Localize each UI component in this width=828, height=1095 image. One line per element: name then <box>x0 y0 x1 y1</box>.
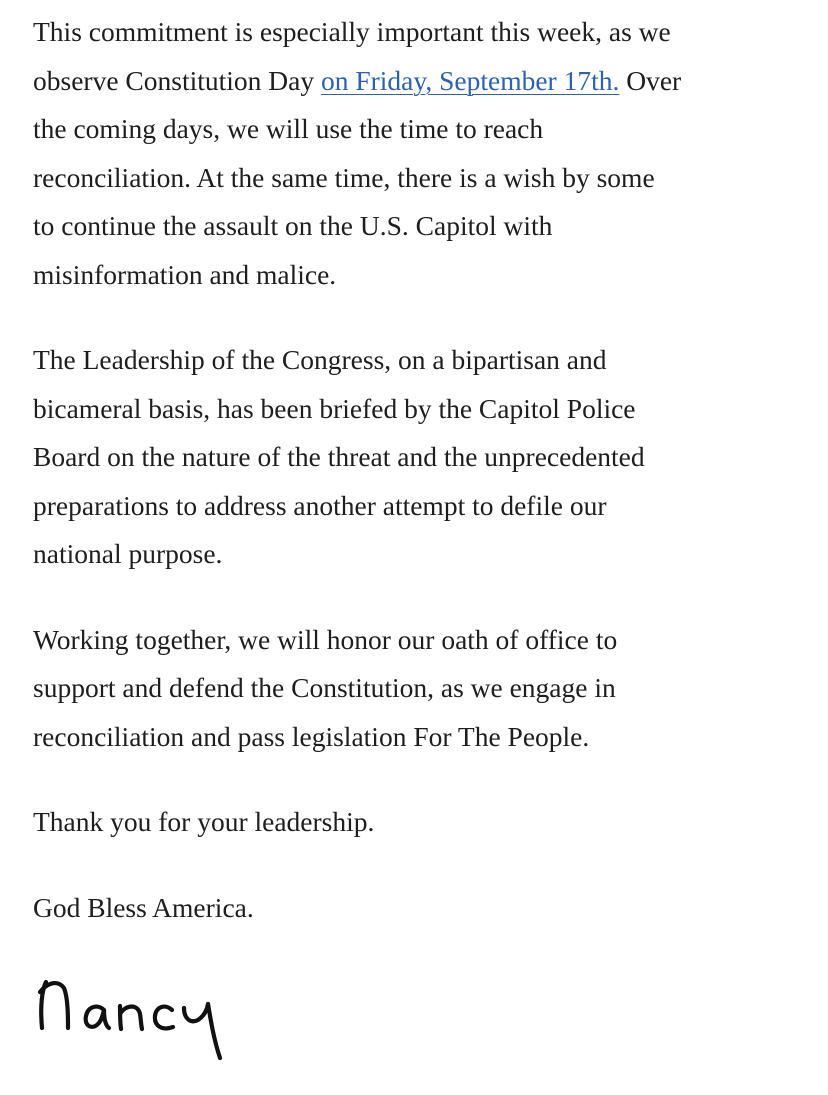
paragraph-closing: God Bless America. <box>33 891 254 923</box>
signature-image <box>30 968 250 1068</box>
paragraph-thank-you: Thank you for your leadership. <box>33 806 375 837</box>
paragraph-leadership-briefing: The Leadership of the Congress, on a bipartisan and bicameral basis, has been briefed by the Capitol Police Board on the nature of the threat and the unprecedented preparations to address another attempt to defile our national purpose. <box>33 344 645 569</box>
date-link[interactable]: on Friday, September 17th. <box>320 64 620 96</box>
paragraph-working-together: Working together, we will honor our oath of office to support and defend the Constitution, as we engage in reconciliation and pass legislation For The People. <box>33 623 618 752</box>
paragraph-text: Over the coming days, we will use the time to reach reconciliation. At the same time, there is a wish by some to continue the assault on the U.S. Capitol with misinformation and malice. <box>33 64 682 290</box>
paragraph-text: This commitment is especially important this week, as we observe Constitution Day <box>33 16 671 96</box>
letter-body <box>33 8 808 969</box>
paragraph-constitution-day <box>33 8 808 299</box>
